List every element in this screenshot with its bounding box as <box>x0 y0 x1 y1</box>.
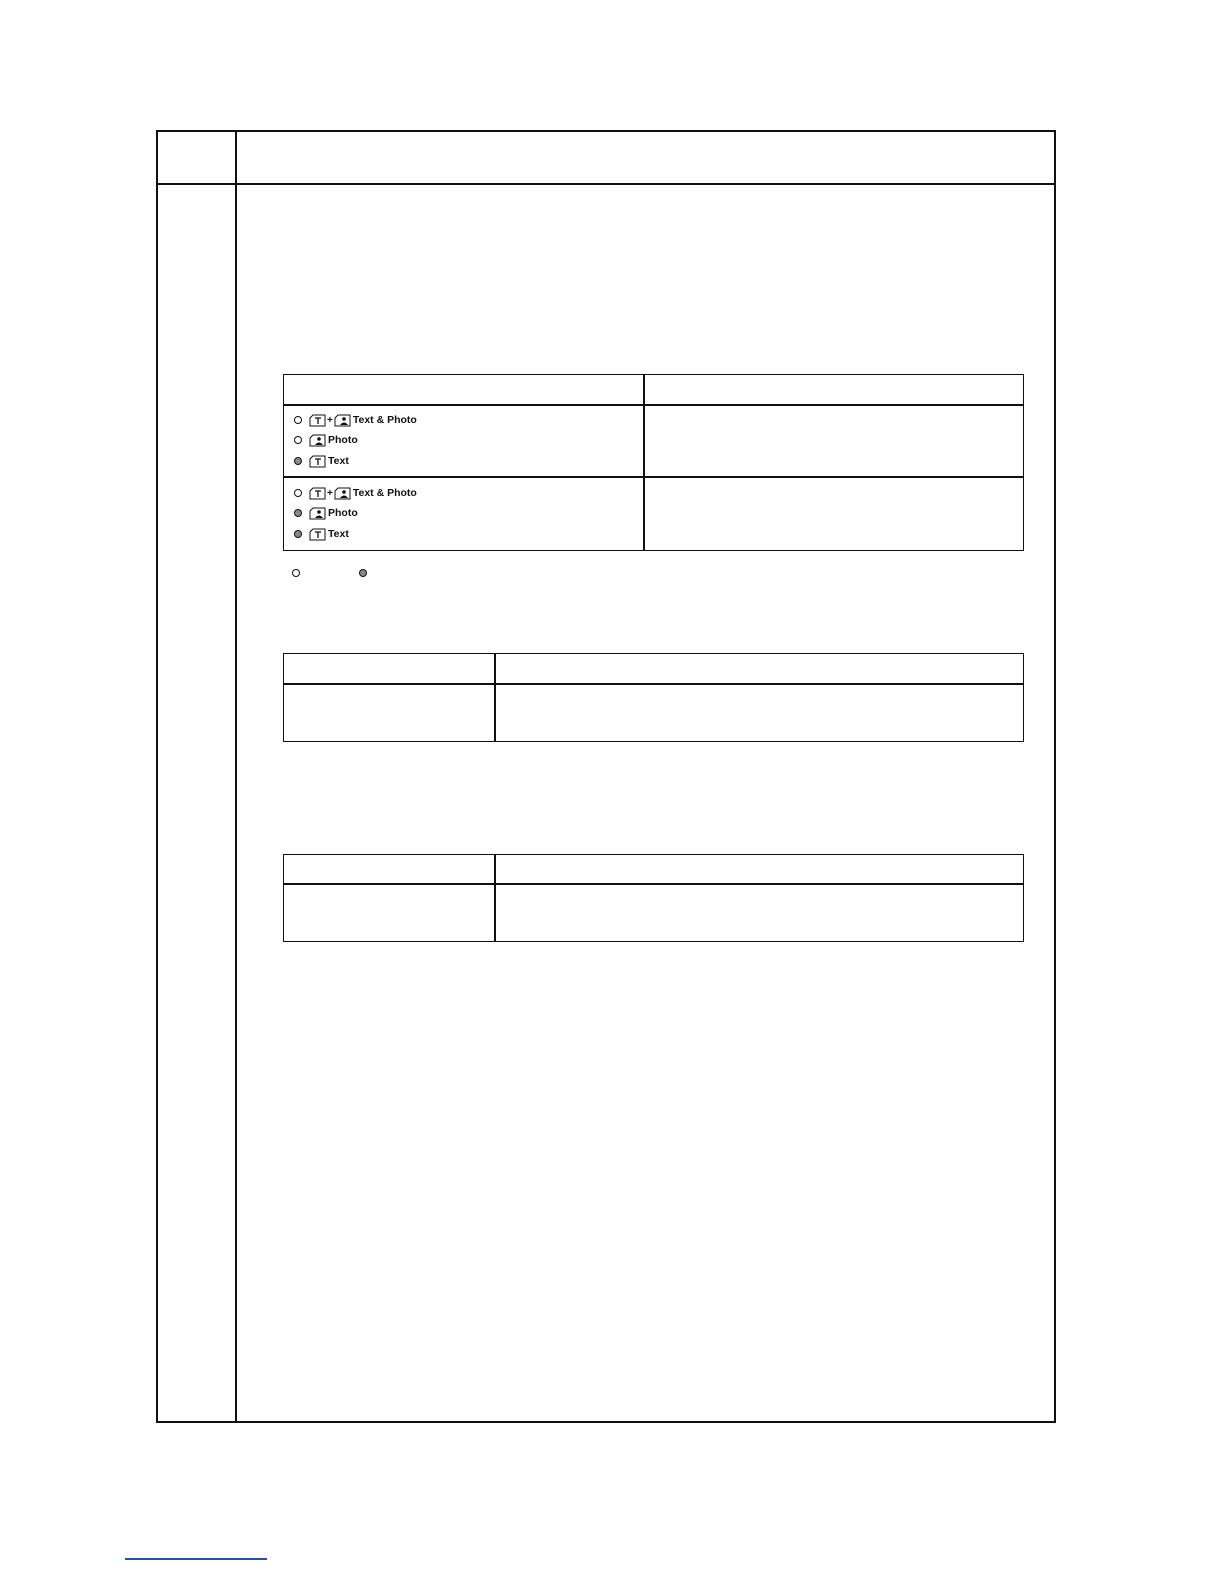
setting-table-2-column-divider <box>494 855 496 941</box>
mode-table <box>283 374 1024 551</box>
mode-table-row-divider <box>284 476 1023 478</box>
setting-table-2 <box>283 854 1024 942</box>
text-icon <box>309 487 326 500</box>
legend-lamp-off-icon <box>292 569 300 577</box>
photo-icon <box>309 507 326 520</box>
mode-option-photo <box>294 505 358 521</box>
photo-icon <box>309 434 326 447</box>
indicator-lamp-lit <box>294 530 302 538</box>
legend-lamp-on-icon <box>359 569 367 577</box>
header-row-divider <box>156 183 1056 185</box>
mode-table-header-divider <box>284 404 1023 406</box>
mode-option-label: Text <box>328 455 349 467</box>
setting-table-1-header-divider <box>284 683 1023 685</box>
indicator-lamp <box>294 436 302 444</box>
setting-table-2-header-divider <box>284 883 1023 885</box>
photo-icon <box>334 414 351 427</box>
mode-option-label: Text & Photo <box>352 487 417 499</box>
mode-option-text <box>294 526 349 542</box>
indicator-lamp <box>294 416 302 424</box>
mode-option-label: Photo <box>328 507 358 519</box>
left-column-divider <box>235 130 237 1423</box>
plus-sign: + <box>327 487 333 499</box>
mode-option-text-photo <box>294 485 417 501</box>
setting-table-1 <box>283 653 1024 742</box>
photo-icon <box>334 487 351 500</box>
mode-table-column-divider <box>643 375 645 550</box>
text-icon <box>309 455 326 468</box>
text-icon <box>309 414 326 427</box>
mode-option-label: Photo <box>328 434 358 446</box>
mode-option-label: Text <box>328 528 349 540</box>
page-frame <box>156 130 1056 1423</box>
mode-option-label: Text & Photo <box>352 414 417 426</box>
plus-sign: + <box>327 414 333 426</box>
mode-option-photo <box>294 432 358 448</box>
indicator-lamp <box>294 489 302 497</box>
mode-option-text-photo <box>294 412 417 428</box>
indicator-lamp-lit <box>294 509 302 517</box>
footer-rule <box>125 1558 267 1560</box>
text-icon <box>309 528 326 541</box>
mode-option-text <box>294 453 349 469</box>
setting-table-1-column-divider <box>494 654 496 741</box>
indicator-lamp-lit <box>294 457 302 465</box>
